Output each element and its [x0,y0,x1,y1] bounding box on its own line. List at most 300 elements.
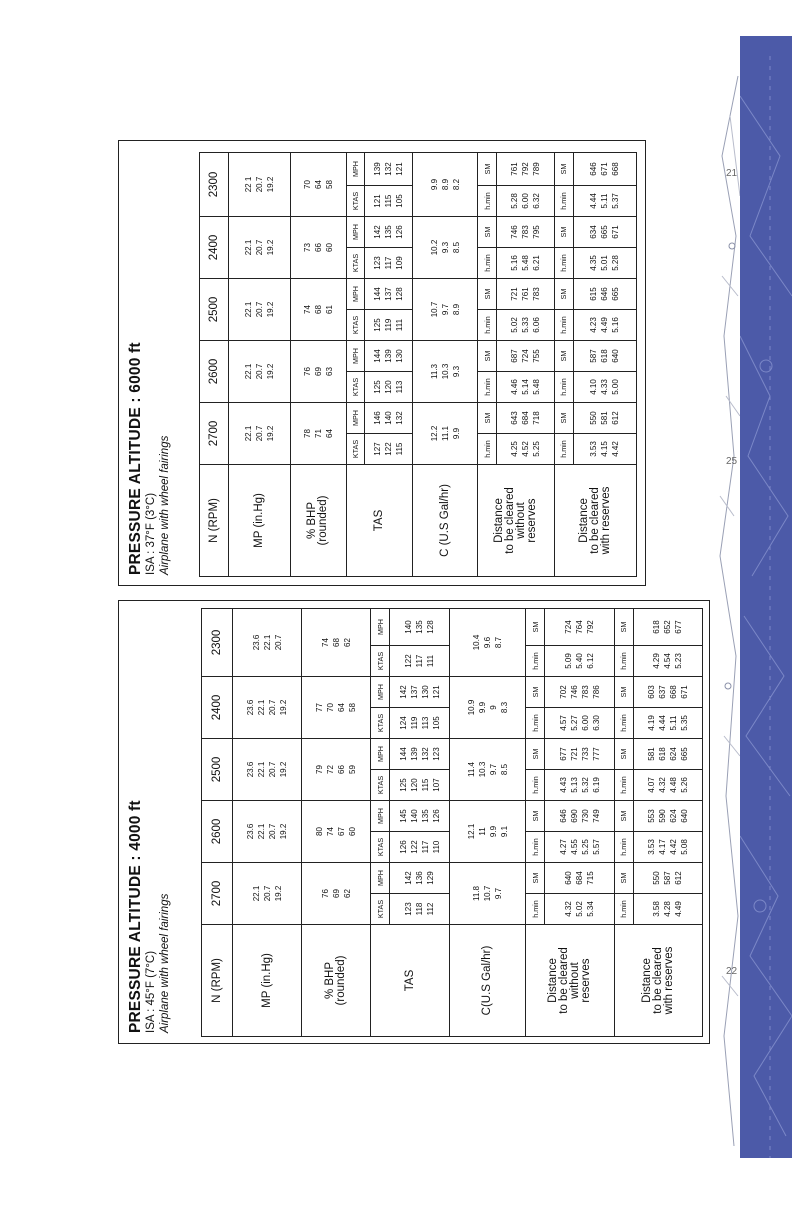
value: 10.3 [477,761,487,778]
value: 9.7 [488,763,498,776]
value: 4.35 [589,255,599,271]
value: 783 [520,225,530,239]
value: 137 [384,287,394,301]
rpm-header: 2400 [200,217,229,279]
value: 66 [313,243,323,252]
unit-ktas: KTAS [371,646,390,677]
hmin-values [588,434,621,464]
value: 117 [420,840,430,854]
rpm-header: 2700 [200,403,229,465]
value: 668 [611,162,621,176]
row-label-line: (rounded) [335,955,348,1006]
value: 4.49 [674,901,684,917]
value: 19.2 [279,699,289,716]
page-title: PRESSURE ALTITUDE : 4000 ft [127,800,144,1033]
value: 113 [395,380,405,394]
mp-values [243,403,276,464]
value: 68 [331,638,341,647]
row-label: TAS [371,925,450,1037]
value: 671 [600,162,610,176]
value: 126 [431,809,441,823]
value: 135 [415,620,425,634]
value: 671 [611,225,621,239]
value: 130 [395,349,405,363]
value: 4.48 [668,777,678,793]
bhp-values [320,609,353,676]
mph-values [403,863,436,893]
unit-hmin: h.min [526,646,545,677]
value: 62 [342,889,352,898]
mph-values [372,217,405,247]
value: 5.11 [668,715,678,731]
mph-values [398,801,442,831]
hmin-values [509,434,542,464]
value: 80 [315,827,325,836]
value: 107 [431,778,441,792]
value: 6.32 [531,193,541,209]
hmin-values [509,310,542,340]
value: 9.9 [451,427,461,440]
mph-values [398,739,442,769]
hmin-values [509,372,542,402]
value: 111 [395,318,405,332]
value: 684 [520,411,530,425]
panel-header [127,342,172,575]
unit-ktas: KTAS [347,248,365,279]
mp-values [251,609,284,676]
value: 74 [320,638,330,647]
unit-sm: SM [614,677,633,708]
value: 624 [668,747,678,761]
value: 120 [384,380,394,394]
value: 145 [398,809,408,823]
value: 22.1 [243,363,253,380]
map-strip [718,36,742,1158]
value: 19.2 [273,885,283,902]
value: 11.3 [429,364,439,379]
value: 135 [420,809,430,823]
unit-mph: MPH [347,403,365,434]
value: 124 [398,716,408,730]
row-label: C(U.S Gal/hr) [450,925,526,1037]
value: 5.23 [674,653,684,669]
mph-values [372,153,405,185]
value: 10.7 [483,885,493,902]
value: 730 [580,809,590,823]
row-label-line: Distance [493,498,506,543]
value: 144 [373,287,383,301]
row-label-line: reserves [580,958,593,1003]
unit-hmin: h.min [526,708,545,739]
fuel-values [466,677,510,738]
sm-values [509,217,542,247]
fuel-values [471,609,504,676]
value: 581 [646,747,656,761]
value: 130 [420,685,430,699]
value: 690 [569,809,579,823]
value: 640 [679,809,689,823]
value: 20.7 [254,176,264,193]
value: 6.30 [591,715,601,731]
value: 125 [373,318,383,332]
row-label [302,925,371,1037]
fuel-values [466,739,510,800]
value: 5.48 [531,379,541,395]
value: 4.46 [509,379,519,395]
unit-hmin: h.min [555,372,573,403]
value: 76 [320,889,330,898]
rpm-header: 2500 [202,739,233,801]
value: 665 [611,287,621,301]
bhp-values [302,217,335,278]
unit-ktas: KTAS [371,894,390,925]
mp-values [245,739,289,800]
bhp-values [314,739,358,800]
unit-hmin: h.min [526,770,545,801]
value: 677 [674,620,684,634]
value: 6.00 [580,715,590,731]
performance-table [201,608,703,1037]
map-number: 21 [726,168,738,179]
hmin-values [646,708,690,738]
value: 144 [398,747,408,761]
mph-values [372,341,405,371]
value: 22.1 [243,425,253,442]
row-label [614,925,702,1037]
value: 5.13 [569,777,579,793]
unit-sm: SM [478,279,496,310]
hmin-values [651,646,684,676]
hmin-values [588,186,621,216]
unit-hmin: h.min [478,186,496,217]
table-panel-6000ft [118,140,646,586]
rpm-header: 2300 [202,609,233,677]
unit-hmin: h.min [478,372,496,403]
value: 73 [302,243,312,252]
value: 22.1 [257,823,267,840]
hmin-values [558,832,602,862]
value: 128 [426,620,436,634]
value: 77 [315,703,325,712]
value: 136 [415,871,425,885]
value: 118 [415,902,425,916]
value: 69 [331,889,341,898]
value: 72 [326,765,336,774]
value: 19.2 [265,176,275,193]
value: 777 [591,747,601,761]
sm-values [651,863,684,893]
value: 8.7 [494,636,504,649]
value: 117 [384,256,394,270]
row-label: N (RPM) [202,925,233,1037]
value: 792 [586,620,596,634]
hmin-values [563,646,596,676]
value: 112 [426,902,436,916]
sm-values [588,341,621,371]
value: 795 [531,225,541,239]
row-label-line: reserves [526,498,539,543]
value: 61 [324,305,334,314]
mph-values [372,279,405,309]
fuel-values [429,279,462,340]
value: 590 [657,809,667,823]
value: 121 [395,162,405,176]
value: 755 [531,349,541,363]
value: 789 [531,162,541,176]
value: 10.3 [440,363,450,380]
page-title: PRESSURE ALTITUDE : 6000 ft [127,342,144,575]
value: 110 [431,840,441,854]
value: 127 [373,442,383,456]
ktas-values [372,372,405,402]
fuel-values [429,153,462,216]
mp-values [245,801,289,862]
value: 74 [326,827,336,836]
value: 126 [398,840,408,854]
value: 5.00 [611,379,621,395]
unit-mph: MPH [347,153,365,186]
value: 115 [395,442,405,456]
value: 139 [373,162,383,176]
value: 677 [558,747,568,761]
unit-mph: MPH [347,279,365,310]
sm-values [588,403,621,433]
value: 74 [302,305,312,314]
fuel-values [466,801,510,862]
performance-table [199,152,637,577]
value: 4.32 [657,777,667,793]
bhp-values [302,279,335,340]
value: 4.25 [509,441,519,457]
value: 22.1 [243,239,253,256]
unit-sm: SM [555,403,573,434]
value: 19.2 [265,239,275,256]
ktas-values [403,646,436,676]
value: 20.7 [254,363,264,380]
value: 5.34 [586,901,596,917]
row-label-line: to be cleared [558,947,571,1014]
value: 132 [420,747,430,761]
sm-values [558,677,602,707]
row-label-line: Distance [640,958,653,1003]
value: 20.7 [268,823,278,840]
value: 135 [384,225,394,239]
value: 113 [420,716,430,730]
value: 111 [426,654,436,668]
value: 6.21 [531,255,541,271]
value: 20.7 [262,885,272,902]
value: 9.3 [451,365,461,378]
value: 5.14 [520,379,530,395]
value: 4.44 [589,193,599,209]
panel-header [127,800,172,1033]
value: 119 [384,318,394,332]
value: 125 [398,778,408,792]
value: 63 [324,367,334,376]
unit-ktas: KTAS [371,770,390,801]
value: 139 [409,747,419,761]
value: 5.35 [679,715,689,731]
value: 125 [373,380,383,394]
table-panel-4000ft [118,600,710,1044]
fuel-values [429,341,462,402]
value: 71 [313,429,323,438]
unit-sm: SM [614,609,633,646]
row-label-line: % BHP [324,961,337,1000]
value: 4.42 [611,441,621,457]
value: 22.1 [257,761,267,778]
unit-sm: SM [555,217,573,248]
unit-sm: SM [526,677,545,708]
value: 665 [600,225,610,239]
row-label: MP (in.Hg) [229,465,290,577]
value: 20.7 [254,425,264,442]
mp-values [251,863,284,924]
unit-sm: SM [555,341,573,372]
value: 4.29 [652,653,662,669]
value: 764 [575,620,585,634]
value: 9.7 [440,303,450,316]
unit-ktas: KTAS [347,186,365,217]
value: 5.32 [580,777,590,793]
value: 550 [652,871,662,885]
value: 4.27 [558,839,568,855]
value: 8.5 [451,241,461,254]
row-label-line: to be cleared [589,487,602,554]
value: 783 [580,685,590,699]
value: 4.54 [663,653,673,669]
value: 5.33 [520,317,530,333]
value: 20.7 [254,301,264,318]
value: 733 [580,747,590,761]
value: 687 [509,349,519,363]
value: 142 [373,225,383,239]
unit-hmin: h.min [614,646,633,677]
mph-values [372,403,405,433]
value: 9.6 [483,636,493,649]
value: 5.27 [569,715,579,731]
unit-hmin: h.min [526,894,545,925]
mp-values [243,341,276,402]
mp-values [243,279,276,340]
unit-ktas: KTAS [371,832,390,863]
value: 142 [404,871,414,885]
value: 6.00 [520,193,530,209]
value: 123 [431,747,441,761]
value: 624 [668,809,678,823]
value: 618 [652,620,662,634]
value: 5.25 [531,441,541,457]
value: 612 [674,871,684,885]
value: 10.2 [429,239,439,256]
hmin-values [588,310,621,340]
row-label-line: to be cleared [504,487,517,554]
ktas-values [372,310,405,340]
row-label [290,465,347,577]
value: 715 [586,871,596,885]
value: 64 [337,703,347,712]
value: 9.7 [494,887,504,900]
value: 119 [409,716,419,730]
unit-ktas: KTAS [371,708,390,739]
value: 5.28 [509,193,519,209]
value: 702 [558,685,568,699]
value: 60 [348,827,358,836]
sm-values [651,609,684,645]
sm-values [646,801,690,831]
row-label: MP (in.Hg) [233,925,302,1037]
value: 115 [384,194,394,208]
value: 19.2 [279,761,289,778]
value: 59 [348,765,358,774]
sm-values [646,739,690,769]
unit-sm: SM [478,217,496,248]
value: 646 [589,162,599,176]
map-number: 22 [726,966,738,977]
hmin-values [646,832,690,862]
value: 23.6 [251,634,261,651]
row-label-line: Distance [578,498,591,543]
value: 684 [575,871,585,885]
value: 6.19 [591,777,601,793]
side-tab [740,36,792,1158]
value: 721 [509,287,519,301]
value: 140 [384,411,394,425]
value: 8.9 [451,303,461,316]
row-label [555,465,637,577]
value: 20.7 [254,239,264,256]
unit-mph: MPH [371,739,390,770]
value: 5.16 [509,255,519,271]
value: 11.4 [466,762,476,777]
hmin-values [651,894,684,924]
unit-mph: MPH [347,217,365,248]
value: 783 [531,287,541,301]
sm-values [509,341,542,371]
sm-values [509,279,542,309]
value: 76 [302,367,312,376]
value: 5.09 [564,653,574,669]
hmin-values [588,372,621,402]
value: 105 [431,716,441,730]
value: 139 [384,349,394,363]
value: 4.32 [564,901,574,917]
value: 20.7 [268,699,278,716]
unit-sm: SM [614,863,633,894]
unit-ktas: KTAS [347,372,365,403]
value: 115 [420,778,430,792]
row-label: TAS [347,465,413,577]
value: 6.06 [531,317,541,333]
unit-hmin: h.min [555,186,573,217]
sm-values [509,153,542,185]
value: 132 [384,162,394,176]
value: 4.43 [558,777,568,793]
value: 640 [564,871,574,885]
value: 4.57 [558,715,568,731]
sm-values [588,217,621,247]
rpm-header: 2600 [200,341,229,403]
value: 117 [415,654,425,668]
value: 22.1 [243,301,253,318]
mp-values [243,153,276,216]
value: 746 [509,225,519,239]
row-label-line: with reserves [600,486,613,555]
ktas-values [398,770,442,800]
sm-values [646,677,690,707]
value: 70 [302,180,312,189]
value: 8.9 [440,178,450,191]
